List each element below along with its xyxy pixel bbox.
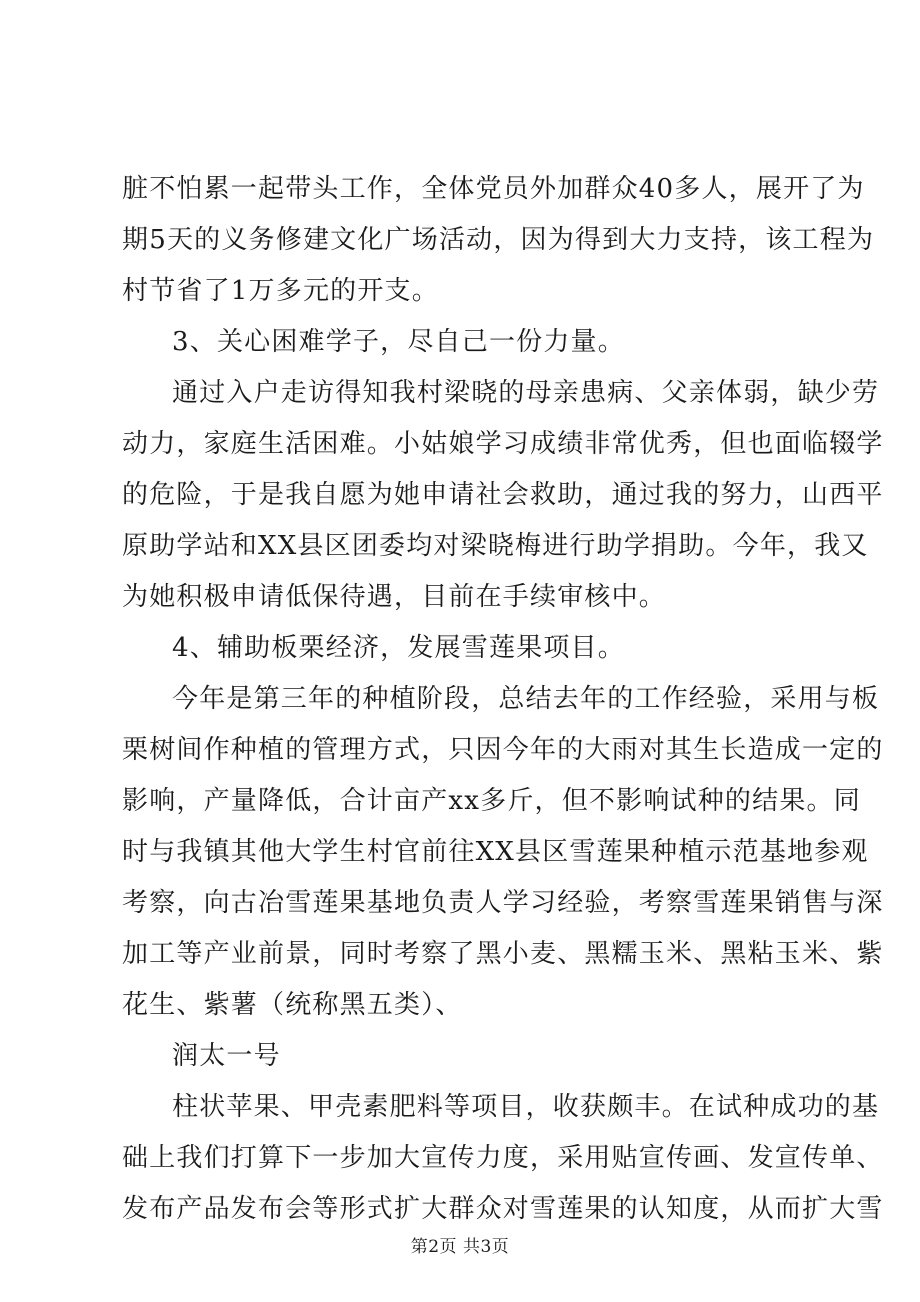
paragraph-line: 发布产品发布会等形式扩大群众对雪莲果的认知度，从而扩大雪 <box>122 1194 884 1224</box>
paragraph-line: 加工等产业前景，同时考察了黑小麦、黑糯玉米、黑粘玉米、紫 <box>122 939 884 969</box>
paragraph-line: 脏不怕累一起带头工作，全体党员外加群众40多人，展开了为 <box>122 174 865 204</box>
paragraph-line: 为她积极申请低保待遇，目前在手续审核中。 <box>122 582 667 612</box>
section-heading: 3、关心困难学子，尽自己一份力量。 <box>172 327 625 357</box>
paragraph-line: 动力，家庭生活困难。小姑娘学习成绩非常优秀，但也面临辍学 <box>122 429 884 459</box>
paragraph-line: 今年是第三年的种植阶段，总结去年的工作经验，采用与板 <box>172 684 880 714</box>
paragraph-line: 柱状苹果、甲壳素肥料等项目，收获颇丰。在试种成功的基 <box>172 1092 880 1122</box>
page-number-footer: 第2页 共3页 <box>410 1237 510 1257</box>
paragraph-line: 考察，向古冶雪莲果基地负责人学习经验，考察雪莲果销售与深 <box>122 888 884 918</box>
paragraph-line: 期5天的义务修建文化广场活动，因为得到大力支持，该工程为 <box>122 225 875 255</box>
paragraph-line: 花生、紫薯（统称黑五类）、 <box>122 990 463 1020</box>
paragraph-line: 通过入户走访得知我村梁晓的母亲患病、父亲体弱，缺少劳 <box>172 378 880 408</box>
paragraph-line: 润太一号 <box>172 1041 281 1071</box>
paragraph-line: 村节省了1万多元的开支。 <box>122 276 439 306</box>
paragraph-line: 础上我们打算下一步加大宣传力度，采用贴宣传画、发宣传单、 <box>122 1143 884 1173</box>
paragraph-line: 的危险，于是我自愿为她申请社会救助，通过我的努力，山西平 <box>122 480 884 510</box>
paragraph-line: 时与我镇其他大学生村官前往XX县区雪莲果种植示范基地参观 <box>122 837 869 867</box>
paragraph-line: 栗树间作种植的管理方式，只因今年的大雨对其生长造成一定的 <box>122 735 884 765</box>
paragraph-line: 影响，产量降低，合计亩产xx多斤，但不影响试种的结果。同 <box>122 786 861 816</box>
paragraph-line: 原助学站和XX县区团委均对梁晓梅进行助学捐助。今年，我又 <box>122 531 869 561</box>
section-heading: 4、辅助板栗经济，发展雪莲果项目。 <box>172 633 625 663</box>
